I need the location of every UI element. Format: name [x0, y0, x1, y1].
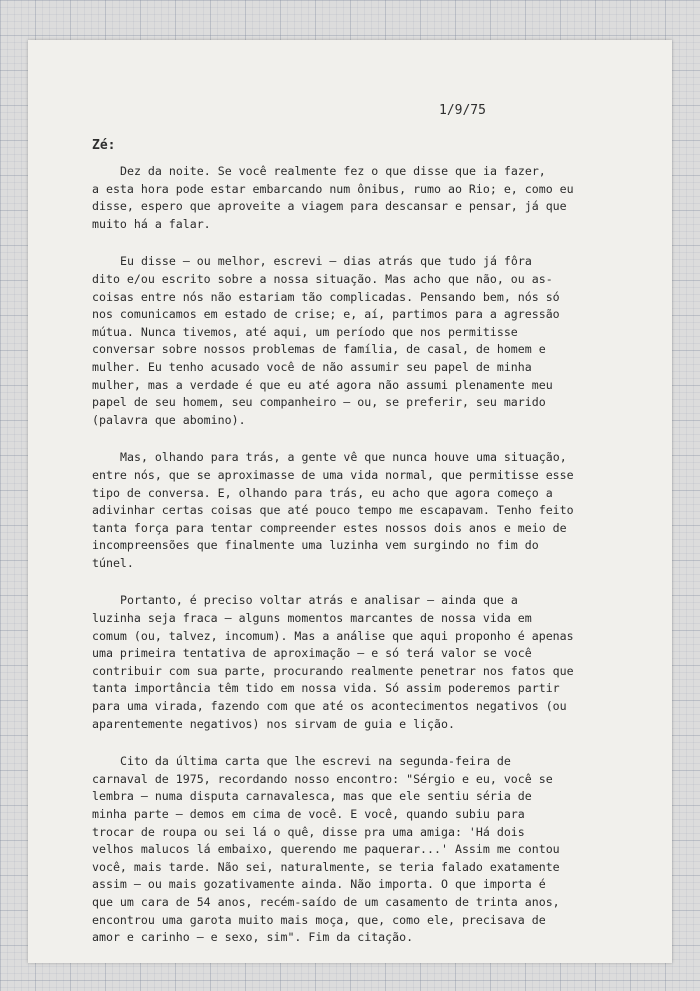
text-line: entre nós, que se aproximasse de uma vida normal, que permitisse esse — [92, 467, 574, 482]
text-line: coisas entre nós não estariam tão complicadas. Pensando bem, nós só — [92, 289, 560, 304]
text-line: luzinha seja fraca — alguns momentos marcantes de nossa vida em — [92, 611, 532, 626]
text-line: Portanto, é preciso voltar atrás e analisar — ainda que a — [120, 593, 518, 608]
letter-greeting: Zé: — [92, 138, 116, 153]
text-line: assim — ou mais gozativamente ainda. Não importa. O que importa é — [92, 877, 546, 892]
text-line: mulher, mas a verdade é que eu até agora não assumi plenamente meu — [92, 377, 553, 392]
text-line: mulher. Eu tenho acusado você de não assumir seu papel de minha — [92, 359, 532, 374]
text-line: mútua. Nunca tivemos, até aqui, um período que nos permitisse — [92, 324, 518, 339]
text-line: uma primeira tentativa de aproximação — e só terá valor se você — [92, 646, 532, 661]
paragraph — [92, 592, 612, 733]
text-line: tanta importância têm tido em nossa vida. Só assim poderemos partir — [92, 681, 560, 696]
text-line: minha parte — demos em cima de você. E você, quando subiu para — [92, 807, 525, 821]
text-line: nos comunicamos em estado de crise; e, aí, partimos para a agressão — [92, 307, 560, 322]
paragraph — [92, 753, 612, 947]
text-line: Mas, olhando para trás, a gente vê que nunca houve uma situação, — [120, 450, 567, 465]
text-line: adivinhar certas coisas que até pouco tempo me escapavam. Tenho feito — [92, 503, 574, 518]
text-line: tanta força para tentar compreender estes nossos dois anos e meio de — [92, 520, 567, 535]
text-line: a esta hora pode estar embarcando num ônibus, rumo ao Rio; e, como eu — [92, 181, 574, 196]
text-line: que um cara de 54 anos, recém-saído de um casamento de trinta anos, — [92, 894, 560, 909]
text-line: tipo de conversa. E, olhando para trás, eu acho que agora começo a — [92, 485, 553, 500]
text-line: papel de seu homem, seu companheiro — ou, se preferir, seu marido — [92, 395, 546, 410]
paragraph — [92, 253, 612, 429]
text-line: dito e/ou escrito sobre a nossa situação. Mas acho que não, ou as- — [92, 271, 553, 286]
text-line: você, mais tarde. Não sei, naturalmente, se teria falado exatamente — [92, 859, 560, 874]
text-line: (palavra que abomino). — [92, 412, 246, 427]
text-line: aparentemente negativos) nos sirvam de guia e lição. — [92, 716, 455, 731]
text-line: amor e carinho — e sexo, sim". Fim da citação. — [92, 930, 414, 945]
text-line: lembra — numa disputa carnavalesca, mas que ele sentiu séria de — [92, 789, 532, 804]
text-line: muito há a falar. — [92, 216, 211, 231]
paragraph — [92, 163, 612, 233]
text-line: conversar sobre nossos problemas de família, de casal, de homem e — [92, 342, 546, 357]
text-line: disse, espero que aproveite a viagem para descansar e pensar, já que — [92, 199, 567, 214]
text-line: comum (ou, talvez, incomum). Mas a análise que aqui proponho é apenas — [92, 628, 574, 643]
letter-body — [92, 163, 612, 967]
text-line: para uma virada, fazendo com que até os acontecimentos negativos (ou — [92, 699, 567, 714]
text-line: carnaval de 1975, recordando nosso encontro: "Sérgio e eu, você se — [92, 771, 553, 786]
text-line: Eu disse — ou melhor, escrevi — dias atrás que tudo já fôra — [120, 254, 532, 269]
text-line: encontrou uma garota muito mais moça, que, como ele, precisava de — [92, 912, 546, 927]
text-line: incompreensões que finalmente uma luzinha vem surgindo no fim do — [92, 538, 539, 553]
text-line: Dez da noite. Se você realmente fez o que disse que ia fazer, — [120, 164, 546, 178]
letter-date: 1/9/75 — [439, 103, 486, 118]
paragraph — [92, 449, 612, 572]
text-line: trocar de roupa ou sei lá o quê, disse pra uma amiga: 'Há dois — [92, 824, 525, 839]
text-line: túnel. — [92, 555, 134, 570]
text-line: Cito da última carta que lhe escrevi na segunda-feira de — [120, 754, 511, 769]
text-line: contribuir com sua parte, procurando realmente penetrar nos fatos que — [92, 663, 574, 678]
text-line: velhos malucos lá embaixo, querendo me paquerar...' Assim me contou — [92, 842, 560, 857]
